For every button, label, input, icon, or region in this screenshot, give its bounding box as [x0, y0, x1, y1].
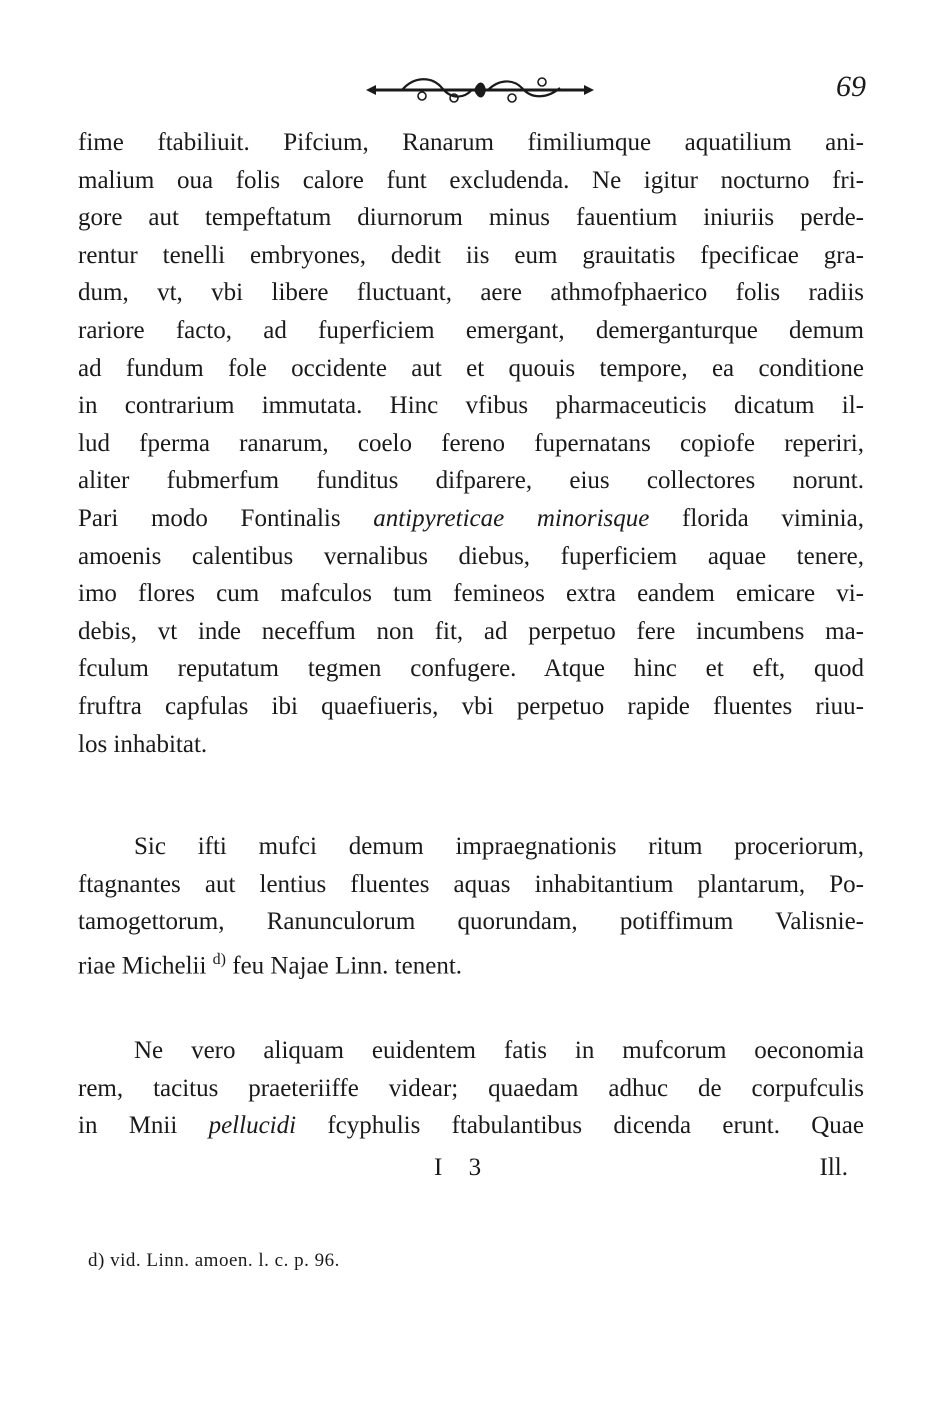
- text-line: fime ftabiliuit. Pifcium, Ranarum fimiliumque aquatilium ani-: [78, 129, 864, 156]
- text-line: malium oua folis calore funt excludenda. Ne igitur nocturno fri-: [78, 166, 864, 194]
- text-segment: fcyphulis ftabulantibus dicenda erunt. Quae: [296, 1112, 864, 1140]
- text-segment: riae Michelii: [78, 952, 213, 980]
- text-line: Ne vero aliquam euidentem fatis in mufcorum oeconomia: [134, 1037, 864, 1064]
- paragraph-1: [78, 124, 864, 763]
- text-line: ad fundum fole occidente aut et quouis tempore, ea conditione: [78, 354, 864, 382]
- paragraph-2: [78, 828, 864, 978]
- footnote: d) vid. Linn. amoen. l. c. p. 96.: [88, 1250, 340, 1271]
- page-number: 69: [836, 70, 866, 103]
- text-line: gore aut tempeftatum diurnorum minus fauentium iniuriis perde-: [78, 204, 864, 232]
- text-line: lud fperma ranarum, coelo fereno fupernatans copiofe reperiri,: [78, 429, 864, 457]
- text-line: aliter fubmerfum funditus difparere, eius collectores norunt.: [78, 467, 864, 495]
- catchword: Ill.: [819, 1154, 848, 1181]
- signature-mark: I 3: [434, 1154, 492, 1181]
- text-line: rem, tacitus praeteriiffe videar; quaedam adhuc de corpufculis: [78, 1074, 864, 1102]
- italic-term: pellucidi: [208, 1112, 297, 1140]
- text-line: [78, 1107, 864, 1145]
- text-line: Sic ifti mufci demum impraegnationis ritum proceriorum,: [134, 833, 864, 860]
- text-line: dum, vt, vbi libere fluctuant, aere athmofphaerico folis radiis: [78, 279, 864, 307]
- text-line: ftagnantes aut lentius fluentes aquas inhabitantium plantarum, Po-: [78, 870, 864, 898]
- footnote-reference: d): [212, 950, 226, 968]
- text-segment: Pari modo Fontinalis: [78, 504, 374, 532]
- text-line: tamogettorum, Ranunculorum quorundam, potiffimum Valisnie-: [78, 908, 864, 936]
- header-ornament: [362, 72, 598, 106]
- text-line: rariore facto, ad fuperficiem emergant, demerganturque demum: [78, 316, 864, 344]
- text-line: debis, vt inde neceffum non fit, ad perpetuo fere incumbens ma-: [78, 617, 864, 645]
- text-line: amoenis calentibus vernalibus diebus, fuperficiem aquae tenere,: [78, 542, 864, 570]
- text-line: los inhabitat.: [78, 730, 208, 758]
- italic-term: antipyreticae minorisque: [373, 504, 650, 532]
- text-line: imo flores cum mafculos tum femineos extra eandem emicare vi-: [78, 580, 864, 608]
- paragraph-3: [78, 1032, 864, 1145]
- text-segment: feu Najae Linn. tenent.: [226, 952, 463, 980]
- text-line: in contrarium immutata. Hinc vfibus pharmaceuticis dicatum il-: [78, 392, 864, 420]
- signature-line: [78, 1148, 864, 1188]
- text-line: fculum reputatum tegmen confugere. Atque hinc et eft, quod: [78, 655, 864, 683]
- text-line: [78, 941, 864, 979]
- text-line: fruftra capfulas ibi quaefiueris, vbi perpetuo rapide fluentes riuu-: [78, 692, 864, 720]
- text-line: rentur tenelli embryones, dedit iis eum grauitatis fpecificae gra-: [78, 241, 864, 269]
- text-line: [78, 500, 864, 538]
- text-segment: in Mnii: [78, 1112, 209, 1140]
- text-segment: florida viminia,: [649, 504, 864, 532]
